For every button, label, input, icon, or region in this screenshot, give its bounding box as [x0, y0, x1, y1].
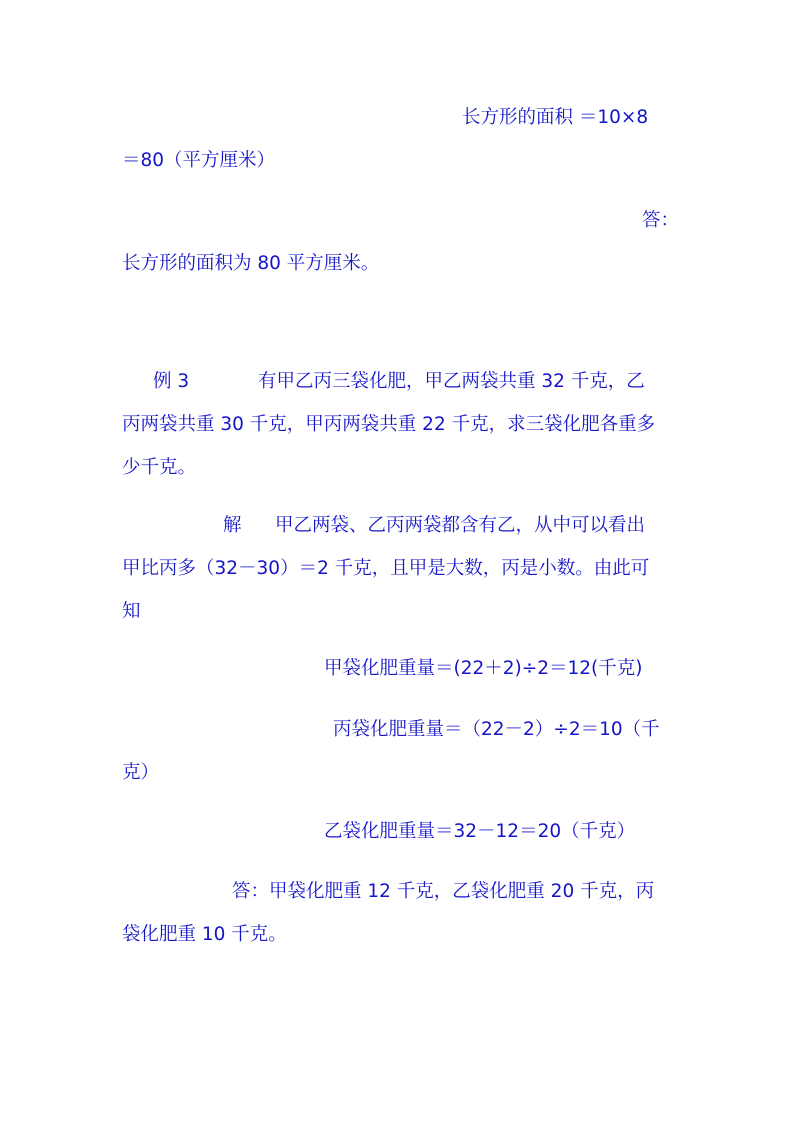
problem-line-1: 有甲乙丙三袋化肥，甲乙两袋共重 32 千克，乙	[258, 371, 645, 392]
bag-b-weight-formula: 乙袋化肥重量＝32－12＝20（千克）	[324, 821, 636, 842]
rectangle-area-result: ＝80（平方厘米）	[122, 150, 276, 171]
example-number: 例 3	[153, 371, 190, 392]
final-answer-line-2: 袋化肥重 10 千克。	[122, 924, 287, 945]
answer-text: 长方形的面积为 80 平方厘米。	[122, 253, 380, 274]
bag-a-weight-formula: 甲袋化肥重量＝(22＋2)÷2＝12(千克)	[324, 658, 643, 679]
final-answer-line-1: 答：甲袋化肥重 12 千克，乙袋化肥重 20 千克，丙	[232, 881, 655, 902]
solution-line-1: 甲乙两袋、乙丙两袋都含有乙，从中可以看出	[275, 515, 646, 536]
solution-line-2: 甲比丙多（32－30）＝2 千克，且甲是大数，丙是小数。由此可	[122, 558, 650, 579]
problem-line-3: 少千克。	[122, 457, 197, 478]
problem-line-2: 丙两袋共重 30 千克，甲丙两袋共重 22 千克，求三袋化肥各重多	[122, 414, 656, 435]
solution-line-3: 知	[122, 601, 141, 622]
solution-label: 解	[223, 515, 242, 536]
answer-label: 答：	[642, 210, 680, 231]
bag-c-weight-formula-cont: 克）	[122, 762, 160, 783]
bag-c-weight-formula: 丙袋化肥重量＝（22－2）÷2＝10（千	[333, 719, 660, 740]
rectangle-area-formula: 长方形的面积 ＝10×8	[462, 107, 649, 128]
